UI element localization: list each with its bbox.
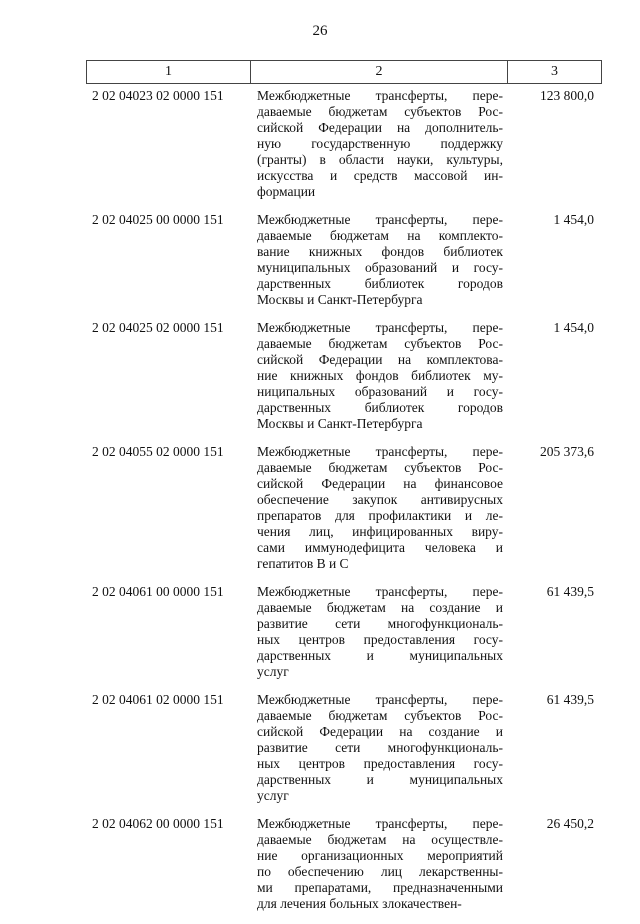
budget-classification-code: 2 02 04055 02 0000 151: [92, 444, 224, 459]
description-line: вание книжных фондов библиотек: [257, 244, 503, 259]
table-body: [86, 88, 598, 924]
budget-classification-code: 2 02 04025 02 0000 151: [92, 320, 224, 335]
revenue-description: [249, 692, 505, 804]
description-line: ми препаратами, предназначенными: [257, 880, 503, 895]
amount-value: 205 373,6: [540, 444, 594, 459]
description-line: (гранты) в области науки, культуры,: [257, 152, 503, 167]
description-line: искусства и средств массовой ин-: [257, 168, 503, 183]
description-line: даваемые бюджетам на осуществле-: [257, 832, 503, 847]
description-line: сийской Федерации на финансовое: [257, 476, 503, 491]
column-header-name: 2: [251, 61, 508, 84]
page-number: 26: [312, 23, 328, 39]
revenue-description: [249, 444, 505, 572]
description-line: Межбюджетные трансферты, пере-: [257, 816, 503, 831]
description-line: даваемые бюджетам субъектов Рос-: [257, 708, 503, 723]
revenue-description: [249, 816, 505, 912]
description-line: сийской Федерации на дополнитель-: [257, 120, 503, 135]
column-header-table: [86, 60, 602, 84]
description-line: Межбюджетные трансферты, пере-: [257, 320, 503, 335]
amount-value: 123 800,0: [540, 88, 594, 103]
description-line: чения лиц, инфицированных виру-: [257, 524, 503, 539]
column-header-amount: 3: [508, 61, 602, 84]
description-line: ных центров предоставления госу-: [257, 632, 503, 647]
revenue-description: [249, 320, 505, 432]
description-line: Межбюджетные трансферты, пере-: [257, 212, 503, 227]
amount-value: 1 454,0: [553, 320, 594, 335]
description-line: сами иммунодефицита человека и: [257, 540, 503, 555]
description-line: дарственных библиотек городов: [257, 276, 503, 291]
table-row: [86, 320, 598, 432]
description-line: формации: [257, 184, 316, 199]
description-line: услуг: [257, 664, 289, 679]
description-line: даваемые бюджетам субъектов Рос-: [257, 336, 503, 351]
column-header-code: 1: [87, 61, 251, 84]
amount-value: 61 439,5: [546, 584, 594, 599]
description-line: услуг: [257, 788, 289, 803]
description-line: дарственных и муниципальных: [257, 648, 503, 663]
description-line: обеспечение закупок антивирусных: [257, 492, 503, 507]
budget-classification-code: 2 02 04061 00 0000 151: [92, 584, 224, 599]
budget-classification-code: 2 02 04061 02 0000 151: [92, 692, 224, 707]
budget-classification-code: 2 02 04023 02 0000 151: [92, 88, 224, 103]
description-line: даваемые бюджетам субъектов Рос-: [257, 460, 503, 475]
description-line: развитие сети многофункциональ-: [257, 740, 503, 755]
description-line: гепатитов В и С: [257, 556, 349, 571]
description-line: сийской Федерации на комплектова-: [257, 352, 503, 367]
description-line: даваемые бюджетам субъектов Рос-: [257, 104, 503, 119]
description-line: ную государственную поддержку: [257, 136, 503, 151]
revenue-description: [249, 212, 505, 308]
description-line: ных центров предоставления госу-: [257, 756, 503, 771]
description-line: муниципальных образований и госу-: [257, 260, 503, 275]
description-line: сийской Федерации на создание и: [257, 724, 503, 739]
budget-classification-code: 2 02 04062 00 0000 151: [92, 816, 224, 831]
column-header-row: [87, 61, 602, 84]
description-line: Москвы и Санкт-Петербурга: [257, 292, 423, 307]
description-line: ние организационных мероприятий: [257, 848, 503, 863]
description-line: по обеспечению лиц лекарственны-: [257, 864, 503, 879]
description-line: ниципальных образований и госу-: [257, 384, 503, 399]
revenue-description: [249, 584, 505, 680]
description-line: Межбюджетные трансферты, пере-: [257, 444, 503, 459]
description-line: Межбюджетные трансферты, пере-: [257, 692, 503, 707]
description-line: развитие сети многофункциональ-: [257, 616, 503, 631]
description-line: Межбюджетные трансферты, пере-: [257, 584, 503, 599]
description-line: Москвы и Санкт-Петербурга: [257, 416, 423, 431]
description-line: Межбюджетные трансферты, пере-: [257, 88, 503, 103]
description-line: даваемые бюджетам на создание и: [257, 600, 503, 615]
table-row: [86, 584, 598, 680]
amount-value: 1 454,0: [553, 212, 594, 227]
table-row: [86, 212, 598, 308]
table-row: [86, 444, 598, 572]
description-line: дарственных библиотек городов: [257, 400, 503, 415]
description-line: дарственных и муниципальных: [257, 772, 503, 787]
description-line: препаратов для профилактики и ле-: [257, 508, 503, 523]
amount-value: 26 450,2: [546, 816, 594, 831]
table-row: [86, 816, 598, 912]
description-line: ние книжных фондов библиотек му-: [257, 368, 503, 383]
amount-value: 61 439,5: [546, 692, 594, 707]
description-line: для лечения больных злокачествен-: [257, 896, 462, 911]
budget-classification-code: 2 02 04025 00 0000 151: [92, 212, 224, 227]
table-row: [86, 88, 598, 200]
table-row: [86, 692, 598, 804]
description-line: даваемые бюджетам на комплекто-: [257, 228, 503, 243]
revenue-description: [249, 88, 505, 200]
